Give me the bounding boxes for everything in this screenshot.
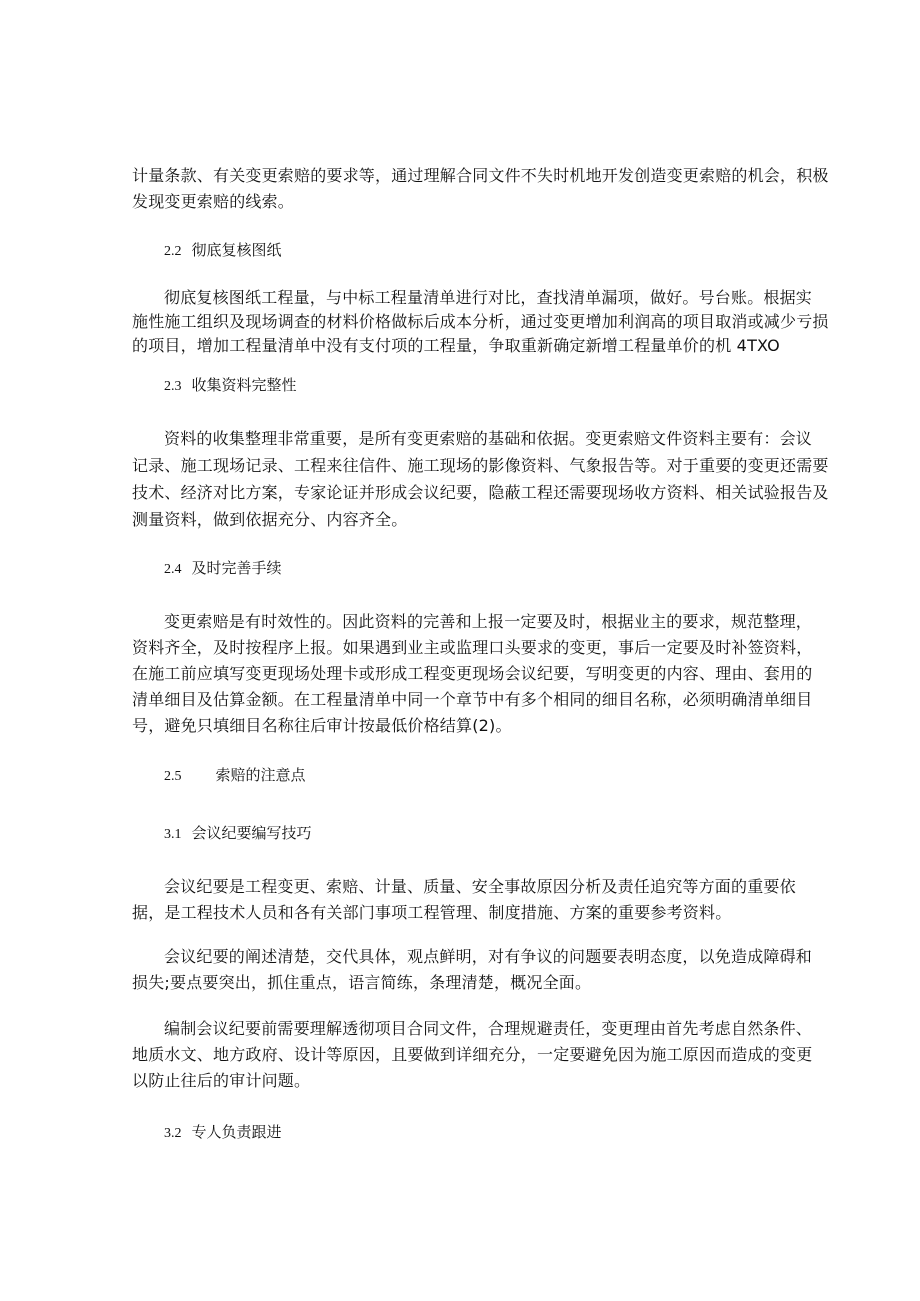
paragraph-line: 清单细目及估算金额。在工程量清单中同一个章节中有多个相同的细目名称，必须明确清单细目: [132, 690, 813, 709]
paragraph-line: 计量条款、有关变更索赔的要求等，通过理解合同文件不失时机地开发创造变更索赔的机会，积极: [132, 166, 829, 185]
paragraph-line: 地质水文、地方政府、设计等原因，且要做到详细充分，一定要避免因为施工原因而造成的变更: [132, 1045, 813, 1064]
paragraph-line: 变更索赔是有时效性的。因此资料的完善和上报一定要及时，根据业主的要求，规范整理，: [164, 612, 813, 631]
section-number: 3.2: [164, 1126, 182, 1141]
paragraph-line: 记录、施工现场记录、工程来往信件、施工现场的影像资料、气象报告等。对于重要的变更还需要: [132, 456, 829, 475]
paragraph-line: 的项目，增加工程量清单中没有支付项的工程量，争取重新确定新增工程量单价的机 4TXO: [132, 336, 780, 355]
paragraph-line: 以防止往后的审计问题。: [132, 1071, 311, 1090]
paragraph-line: 在施工前应填写变更现场处理卡或形成工程变更现场会议纪要，写明变更的内容、理由、套用的: [132, 664, 813, 683]
paragraph-line: 资料的收集整理非常重要，是所有变更索赔的基础和依据。变更索赔文件资料主要有：会议: [164, 429, 813, 448]
section-number: 2.3: [164, 379, 182, 394]
paragraph-line: 资料齐全，及时按程序上报。如果遇到业主或监理口头要求的变更，事后一定要及时补签资料，: [132, 638, 813, 657]
paragraph-line: 技术、经济对比方案，专家论证并形成会议纪要，隐蔽工程还需要现场收方资料、相关试验报告及: [132, 483, 829, 502]
section-heading-2-4: [164, 558, 282, 580]
paragraph-line: 会议纪要是工程变更、索赔、计量、质量、安全事故原因分析及责任追究等方面的重要依: [164, 877, 796, 896]
section-title: 及时完善手续: [191, 559, 282, 577]
section-number: 2.4: [164, 562, 182, 577]
paragraph-line: 损失;要点要突出，抓住重点，语言简练，条理清楚，概况全面。: [132, 973, 592, 992]
paragraph-line: 据，是工程技术人员和各有关部门事项工程管理、制度措施、方案的重要参考资料。: [132, 903, 732, 922]
paragraph-line: 号，避免只填细目名称往后审计按最低价格结算(2)。: [132, 716, 512, 735]
paragraph-line: 发现变更索赔的线索。: [132, 192, 295, 211]
section-heading-2-2: [164, 240, 282, 262]
section-heading-3-2: [164, 1122, 282, 1144]
section-number: 3.1: [164, 827, 182, 842]
section-title: 索赔的注意点: [215, 766, 306, 784]
section-heading-2-3: [164, 375, 297, 397]
section-title: 收集资料完整性: [191, 376, 297, 394]
section-heading-3-1: [164, 823, 312, 845]
section-number: 2.5: [164, 769, 182, 784]
section-title: 彻底复核图纸: [191, 241, 282, 259]
section-title: 专人负责跟进: [191, 1123, 282, 1141]
paragraph-line: 测量资料，做到依据充分、内容齐全。: [132, 510, 408, 529]
paragraph-line: 施性施工组织及现场调查的材料价格做标后成本分析，通过变更增加利润高的项目取消或减少亏损: [132, 312, 829, 331]
paragraph-line: 彻底复核图纸工程量，与中标工程量清单进行对比，查找清单漏项，做好。号台账。根据实: [164, 288, 813, 307]
section-title: 会议纪要编写技巧: [191, 824, 312, 842]
paragraph-line: 编制会议纪要前需要理解透彻项目合同文件，合理规避责任，变更理由首先考虑自然条件、: [164, 1019, 813, 1038]
section-heading-2-5: [164, 765, 306, 787]
section-number: 2.2: [164, 244, 182, 259]
paragraph-line: 会议纪要的阐述清楚，交代具体，观点鲜明，对有争议的问题要表明态度，以免造成障碍和: [164, 947, 813, 966]
